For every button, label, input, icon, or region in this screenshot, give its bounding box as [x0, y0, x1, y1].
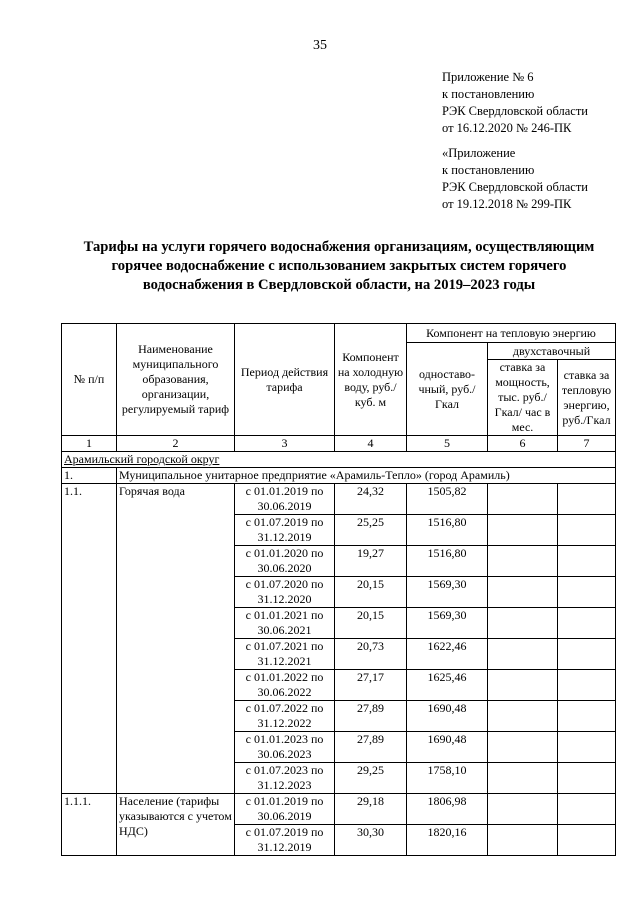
period-cell: с 01.01.2023 по 30.06.2023: [235, 732, 335, 763]
period-cell: с 01.01.2021 по 30.06.2021: [235, 608, 335, 639]
energy-rate-cell: [558, 732, 616, 763]
column-number: 6: [488, 436, 558, 452]
group-number: 1.1.: [62, 484, 117, 794]
single-rate-cell: 1622,46: [407, 639, 488, 670]
period-cell: с 01.07.2023 по 31.12.2023: [235, 763, 335, 794]
period-cell: с 01.01.2020 по 30.06.2020: [235, 546, 335, 577]
page-number: 35: [313, 38, 327, 53]
energy-rate-cell: [558, 546, 616, 577]
cold-water-cell: 20,15: [335, 608, 407, 639]
title-line: Тарифы на услуги горячего водоснабжения организациям, осуществляющим: [83, 239, 595, 255]
period-cell: с 01.01.2019 по 30.06.2019: [235, 484, 335, 515]
period-cell: с 01.07.2022 по 31.12.2022: [235, 701, 335, 732]
period-cell: с 01.01.2019 по 30.06.2019: [235, 794, 335, 825]
period-cell: с 01.07.2019 по 31.12.2019: [235, 515, 335, 546]
energy-rate-cell: [558, 639, 616, 670]
tariff-row: [62, 794, 616, 825]
energy-rate-cell: [558, 701, 616, 732]
period-cell: с 01.07.2021 по 31.12.2021: [235, 639, 335, 670]
energy-rate-cell: [558, 515, 616, 546]
group-name: Горячая вода: [117, 484, 235, 794]
original-appendix-reference: [442, 145, 588, 213]
header-single-rate: одноставо-чный, руб./Гкал: [407, 343, 488, 436]
cold-water-cell: 29,18: [335, 794, 407, 825]
capacity-rate-cell: [488, 577, 558, 608]
single-rate-cell: 1516,80: [407, 546, 488, 577]
capacity-rate-cell: [488, 515, 558, 546]
single-rate-cell: 1625,46: [407, 670, 488, 701]
cold-water-cell: 29,25: [335, 763, 407, 794]
energy-rate-cell: [558, 763, 616, 794]
single-rate-cell: 1690,48: [407, 732, 488, 763]
cold-water-cell: 19,27: [335, 546, 407, 577]
column-number: 1: [62, 436, 117, 452]
column-number: 2: [117, 436, 235, 452]
appendix-reference: [442, 69, 588, 137]
cold-water-cell: 25,25: [335, 515, 407, 546]
cold-water-cell: 30,30: [335, 825, 407, 856]
single-rate-cell: 1690,48: [407, 701, 488, 732]
capacity-rate-cell: [488, 763, 558, 794]
document-title: [60, 238, 618, 295]
appendix-line: РЭК Свердловской области: [442, 180, 588, 194]
single-rate-cell: 1806,98: [407, 794, 488, 825]
capacity-rate-cell: [488, 670, 558, 701]
appendix-line: «Приложение: [442, 146, 516, 160]
group-number: 1.1.1.: [62, 794, 117, 856]
column-number: 5: [407, 436, 488, 452]
energy-rate-cell: [558, 670, 616, 701]
cold-water-cell: 27,89: [335, 701, 407, 732]
column-number: 7: [558, 436, 616, 452]
single-rate-cell: 1820,16: [407, 825, 488, 856]
energy-rate-cell: [558, 825, 616, 856]
capacity-rate-cell: [488, 639, 558, 670]
period-cell: с 01.07.2019 по 31.12.2019: [235, 825, 335, 856]
appendix-line: к постановлению: [442, 87, 535, 101]
tariff-table: [61, 323, 616, 856]
single-rate-cell: 1516,80: [407, 515, 488, 546]
single-rate-cell: 1569,30: [407, 577, 488, 608]
single-rate-cell: 1758,10: [407, 763, 488, 794]
capacity-rate-cell: [488, 608, 558, 639]
appendix-line: от 19.12.2018 № 299-ПК: [442, 197, 572, 211]
header-energy-rate: ставка за тепловую энергию, руб./Гкал: [558, 360, 616, 436]
title-line: горячее водоснабжение с использованием закрытых систем горячего: [111, 258, 567, 274]
appendix-line: к постановлению: [442, 163, 535, 177]
period-cell: с 01.01.2022 по 30.06.2022: [235, 670, 335, 701]
cold-water-cell: 20,15: [335, 577, 407, 608]
single-rate-cell: 1569,30: [407, 608, 488, 639]
capacity-rate-cell: [488, 732, 558, 763]
cold-water-cell: 24,32: [335, 484, 407, 515]
appendix-line: Приложение № 6: [442, 70, 534, 84]
cold-water-cell: 27,89: [335, 732, 407, 763]
header-num: № п/п: [62, 324, 117, 436]
header-period: Период действия тарифа: [235, 324, 335, 436]
header-heat-energy: Компонент на тепловую энергию: [407, 324, 616, 343]
column-number: 3: [235, 436, 335, 452]
header-cold-water: Компонент на холодную воду, руб./куб. м: [335, 324, 407, 436]
single-rate-cell: 1505,82: [407, 484, 488, 515]
column-number: 4: [335, 436, 407, 452]
appendix-line: от 16.12.2020 № 246-ПК: [442, 121, 572, 135]
title-line: водоснабжения в Свердловской области, на 2019–2023 годы: [142, 277, 536, 293]
energy-rate-cell: [558, 794, 616, 825]
header-two-rate: двухставочный: [488, 343, 616, 360]
appendix-line: РЭК Свердловской области: [442, 104, 588, 118]
period-cell: с 01.07.2020 по 31.12.2020: [235, 577, 335, 608]
capacity-rate-cell: [488, 794, 558, 825]
capacity-rate-cell: [488, 546, 558, 577]
tariff-row: [62, 484, 616, 515]
capacity-rate-cell: [488, 701, 558, 732]
capacity-rate-cell: [488, 825, 558, 856]
cold-water-cell: 20,73: [335, 639, 407, 670]
cold-water-cell: 27,17: [335, 670, 407, 701]
header-name: Наименование муниципального образования, организации, регулируемый тариф: [117, 324, 235, 436]
org-number: 1.: [62, 468, 117, 484]
group-name: Население (тарифы указываются с учетом НДС): [117, 794, 235, 856]
capacity-rate-cell: [488, 484, 558, 515]
energy-rate-cell: [558, 577, 616, 608]
org-name: Муниципальное унитарное предприятие «Арамиль-Тепло» (город Арамиль): [117, 468, 616, 484]
energy-rate-cell: [558, 484, 616, 515]
energy-rate-cell: [558, 608, 616, 639]
header-capacity-rate: ставка за мощность, тыс. руб./Гкал/ час в мес.: [488, 360, 558, 436]
region-name: Арамильский городской округ: [62, 452, 616, 468]
